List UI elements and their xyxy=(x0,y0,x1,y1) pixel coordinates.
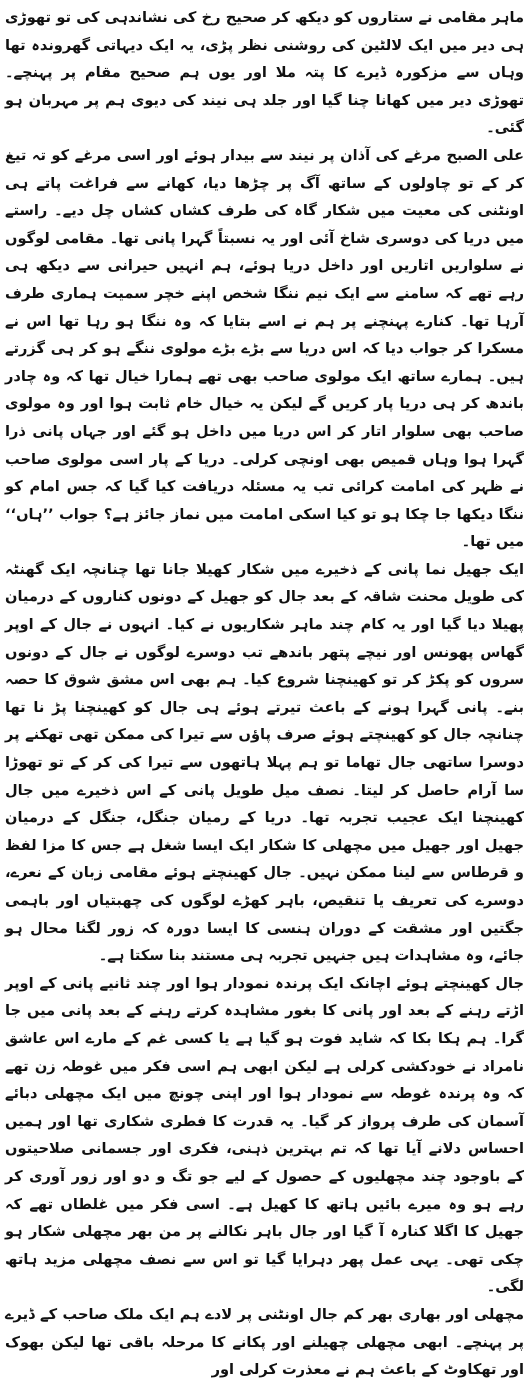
paragraph-diving-bird: جال کھینچتے ہوئے اچانک ایک پرندہ نمودار ہوا اور چند ثانیے پانی کے اوپر اڑتے رہنے کے بعد اور پانی کا بغور مشاہدہ کرتے رہنے کے بعد پانی میں جا گرا۔ ہم ہکا بکا کہ شاید فوت ہو گیا ہے یا کسی غم کے مارے اس عاشق نامراد نے خودکشی کرلی ہے لیکن ابھی ہم اسی فکر میں غوطہ زن تھے کہ وہ پرندہ غوطہ سے نمودار ہوا اور اپنی چونچ میں ایک مچھلی دبائے آسمان کی طرف پرواز کر گیا۔ یہ قدرت کا فطری شکاری تھا اور ہمیں احساس دلانے آیا تھا کہ تم بہترین ذہنی، فکری اور جسمانی صلاحیتوں کے باوجود چند مچھلیوں کے حصول کے لیے جو تگ و دو اور زور آوری کر رہے ہو وہ میرے بائیں ہاتھ کا کھیل ہے۔ اسی فکر میں غلطاں تھے کہ جھیل کا اگلا کنارہ آ گیا اور جال باہر نکالنے پر من بھر مچھلی شکار ہو چکی تھی۔ یہی عمل پھر دہرایا گیا تو اس سے نصف مچھلی مزید ہاتھ لگی۔ xyxy=(5,974,524,1296)
paragraph-river-crossing: علی الصبح مرغے کی آذان پر نیند سے بیدار ہوئے اور اسی مرغے کو تہ تیغ کر کے تو چاولوں کے ساتھ آگ پر چڑھا دیا، کھانے سے فراغت پاتے ہی اونٹنی کی معیت میں شکار گاہ کی طرف کشاں کشاں چل دیے۔ راستے میں دریا کی دوسری شاخ آئی اور یہ نسبتاً گہرا پانی تھا۔ مقامی لوگوں نے سلواریں اتاریں اور داخل دریا ہوئے، ہم انہیں حیرانی سے دیکھ ہی رہے تھے کہ سامنے سے ایک نیم ننگا شخص اپنے خچر سمیت ہماری طرف آرہا تھا۔ کنارے پہنچنے پر ہم نے اسے بتایا کہ وہ ننگا ہو رہا تھا اس نے مسکرا کر جواب دیا کہ اس دریا سے بڑے بڑے مولوی ننگے ہو کر ہی گزرتے ہیں۔ ہمارے ساتھ ایک مولوی صاحب بھی تھے ہمارا خیال تھا کہ وہ چادر باندھ کر ہی دریا پار کریں گے لیکن یہ خیال خام ثابت ہوا اور وہ مولوی صاحب بھی سلوار اتار کر اس دریا میں داخل ہو گئے اور جہاں پانی ذرا گہرا ہوا وہاں قمیص بھی اونچی کرلی۔ دریا کے پار اسی مولوی صاحب نے ظہر کی امامت کرائی تب یہ مسئلہ دریافت کیا گیا کہ جس امام کو ننگا دیکھا جا چکا ہو تو کیا اسکی امامت میں نماز جائز ہے؟ جواب ’’ہاں‘‘ میں تھا۔ xyxy=(5,146,524,551)
paragraph-return-with-catch: مچھلی اور بھاری بھر کم جال اونٹنی پر لادے ہم ایک ملک صاحب کے ڈیرے پر پہنچے۔ ابھی مچھلی چھیلنے اور پکانے کا مرحلہ باقی تھا لیکن بھوک اور تھکاوٹ کے باعث ہم نے معذرت کرلی اور xyxy=(5,1305,524,1379)
paragraph-net-fishing: ایک جھیل نما پانی کے ذخیرے میں شکار کھیلا جانا تھا چنانچہ ایک گھنٹہ کی طویل محنت شاقہ کے بعد جال کو جھیل کے دونوں کناروں کے درمیان پھیلا دیا گیا اور یہ کام چند ماہر شکاریوں نے کیا۔ انہوں نے جال کے اوپر گھاس پھونس اور نیچے پتھر باندھے تب دوسرے لوگوں نے جال کے دونوں سروں کو پکڑ کر تو کھینچنا شروع کیا۔ ہم بھی اس مشق شوق کا حصہ بنے۔ پانی گہرا ہونے کے باعث تیرتے ہوئے ہی جال کو کھینچنا پڑ نا تھا چنانچہ جال کو کھینچتے ہوئے صرف پاؤں سے تیرا کی ممکن تھی تھکنے پر دوسرا ساتھی جال تھاما تو ہم پہلا ہاتھوں سے تیرا کی کر کے تو تھوڑا سا آرام حاصل کر لیتا۔ نصف میل طویل پانی کے اس ذخیرے میں جال کھینچنا ایک عجیب تجربہ تھا۔ دریا کے رمیان جنگل، جنگل کے درمیان جھیل اور جھیل میں مچھلی کا شکار ایک ایسا شغل ہے جس کا مزا لفظ و قرطاس سے لینا ممکن نہیں۔ جال کھینچتے ہوئے مقامی زبان کے نعرے، دوسرے کی تعریف یا تنقیص، باہر کھڑے لوگوں کی چھبتیاں اور باہمی جگتیں اور مشقت کے دوران ہنسی کا ایسا دورہ کہ زور لگنا محال ہو جائے، وہ مشاہدات ہیں جنہیں تجربہ ہی مستند بنا سکتا ہے۔ xyxy=(5,560,524,965)
paragraph-arrival-at-camp: ماہر مقامی نے ستاروں کو دیکھ کر صحیح رخ کی نشاندہی کی تو تھوڑی ہی دیر میں ایک لالٹین کی روشنی نظر پڑی، یہ ایک دیہاتی گھروندہ تھا وہاں سے مزکورہ ڈیرے کا پتہ ملا اور یوں ہم صحیح مقام پر پہنچے۔ تھوڑی دیر میں کھانا چنا گیا اور جلد ہی نیند کی دیوی ہم پر مہربان ہو گئی۔ xyxy=(5,9,524,137)
